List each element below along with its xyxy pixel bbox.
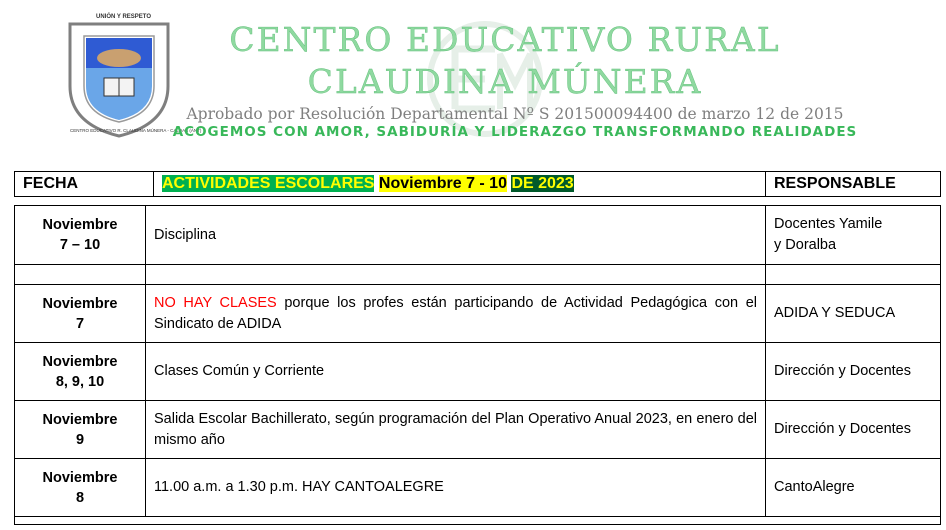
row-responsible-line1: Dirección y Docentes xyxy=(774,421,911,437)
school-crest-logo xyxy=(64,16,202,140)
row-responsible xyxy=(766,265,941,285)
row-date-month: Noviembre xyxy=(42,295,118,312)
row-date-days: 8, 9, 10 xyxy=(55,373,105,390)
school-name-line1: CENTRO EDUCATIVO RURAL xyxy=(229,20,781,59)
crest-shield-icon xyxy=(64,16,202,140)
row-activity xyxy=(146,206,766,265)
row-activity-text: Salida Escolar Bachillerato, según programación del Plan Operativo Anual 2023, en enero del mismo año xyxy=(154,410,757,448)
crest-ring-text: CENTRO EDUCATIVO R. CLAUDINA MÚNERA - CALDAS (ANT) xyxy=(70,128,202,133)
row-activity xyxy=(146,265,766,285)
header-responsable: RESPONSABLE xyxy=(766,172,941,197)
row-responsible-line1: CantoAlegre xyxy=(774,479,855,495)
row-activity xyxy=(146,401,766,459)
header-row xyxy=(15,172,941,197)
school-motto: ACOGEMOS CON AMOR, SABIDURÍA Y LIDERAZGO TRANSFORMANDO REALIDADES xyxy=(172,124,858,140)
crest-top-text: UNIÓN Y RESPETO xyxy=(96,14,152,20)
row-date-days: 7 xyxy=(75,315,85,332)
row-responsible xyxy=(766,459,941,517)
table-row-trailing xyxy=(15,517,941,525)
row-responsible-line1: Dirección y Docentes xyxy=(774,363,911,379)
row-activity xyxy=(146,285,766,343)
row-date-days: 7 – 10 xyxy=(59,237,101,253)
row-responsible-line1: Docentes Yamile xyxy=(774,216,883,232)
row-responsible-line1: ADIDA Y SEDUCA xyxy=(774,305,896,321)
row-date xyxy=(15,206,146,265)
row-date xyxy=(15,285,146,343)
row-date xyxy=(15,343,146,401)
row-date xyxy=(15,459,146,517)
row-activity-text: Clases Común y Corriente xyxy=(154,363,325,379)
row-date-month: Noviembre xyxy=(42,469,118,486)
row-activity-text: 11.00 a.m. a 1.30 p.m. HAY CANTOALEGRE xyxy=(154,479,444,495)
row-responsible xyxy=(766,285,941,343)
table-row-empty xyxy=(15,265,941,285)
row-date xyxy=(15,265,146,285)
row-date-month: Noviembre xyxy=(42,353,118,370)
table-row xyxy=(15,401,941,459)
table-row xyxy=(15,206,941,265)
trailing-cell xyxy=(15,517,941,525)
approval-resolution: Aprobado por Resolución Departamental Nº S 201500094400 de marzo 12 de 2015 xyxy=(186,105,844,123)
row-responsible xyxy=(766,343,941,401)
row-date-month: Noviembre xyxy=(42,411,118,428)
table-row xyxy=(15,459,941,517)
header-activities-year: DE 2023 xyxy=(511,175,574,192)
schedule-header-table xyxy=(14,171,941,197)
header-fecha: FECHA xyxy=(15,172,154,197)
schedule-table xyxy=(14,205,941,525)
table-row xyxy=(15,285,941,343)
row-activity xyxy=(146,343,766,401)
header-activities-title: ACTIVIDADES ESCOLARES xyxy=(162,175,375,192)
row-date-days: 8 xyxy=(75,489,85,506)
school-name-line2: CLAUDINA MÚNERA xyxy=(307,62,703,101)
row-responsible xyxy=(766,401,941,459)
row-activity xyxy=(146,459,766,517)
row-activity-alert: NO HAY CLASES xyxy=(154,294,277,311)
row-date-days: 9 xyxy=(75,431,85,448)
row-activity-text: porque los profes están participando de Actividad Pedagógica con el Sindicato de ADIDA xyxy=(154,294,757,332)
row-responsible xyxy=(766,206,941,265)
header-activities-dates: Noviembre 7 - 10 xyxy=(378,175,507,192)
row-date xyxy=(15,401,146,459)
row-responsible-line2: y Doralba xyxy=(774,237,837,253)
row-date-month: Noviembre xyxy=(42,217,118,233)
row-activity-text: Disciplina xyxy=(154,226,217,243)
table-row xyxy=(15,343,941,401)
header-activities xyxy=(154,172,766,197)
